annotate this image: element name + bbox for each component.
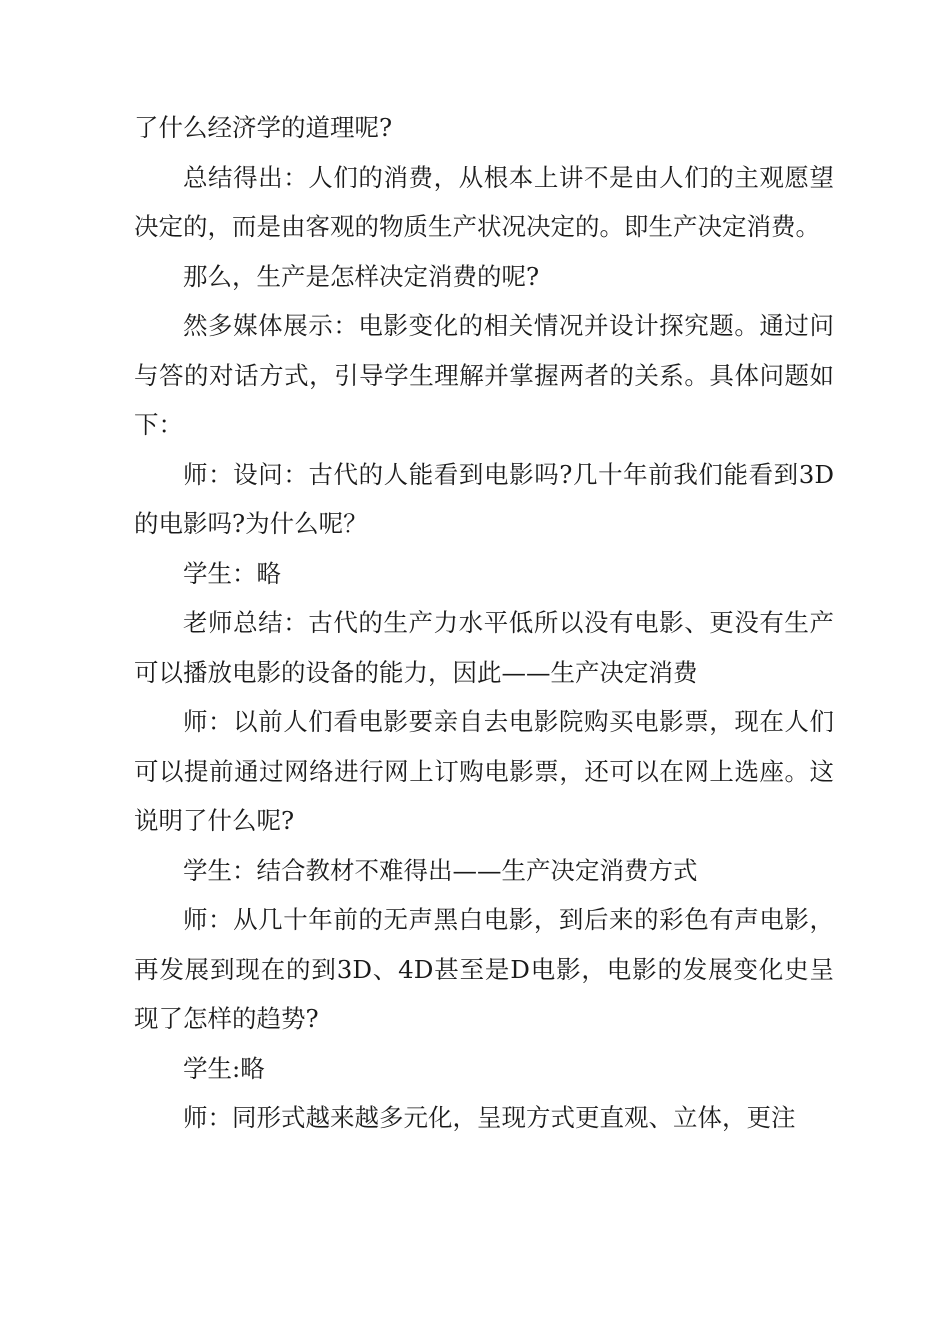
paragraph-12: 师：同形式越来越多元化，呈现方式更直观、立体，更注 bbox=[183, 1103, 796, 1132]
paragraph-2: 总结得出：人们的消费，从根本上讲不是由人们的主观愿望决定的，而是由客观的物质生产状况决定的。即生产决定消费。 bbox=[134, 162, 834, 241]
paragraph-8: 师：以前人们看电影要亲自去电影院购买电影票，现在人们可以提前通过网络进行网上订购电影票，还可以在网上选座。这说明了什么呢? bbox=[134, 707, 834, 835]
paragraph-7: 老师总结：古代的生产力水平低所以没有电影、更没有生产可以播放电影的设备的能力，因此——生产决定消费 bbox=[134, 608, 834, 687]
paragraph-3: 那么，生产是怎样决定消费的呢? bbox=[183, 261, 540, 291]
document-body bbox=[134, 103, 834, 1143]
paragraph-4: 然多媒体展示：电影变化的相关情况并设计探究题。通过问与答的对话方式，引导学生理解并掌握两者的关系。具体问题如下： bbox=[134, 311, 834, 439]
paragraph-10: 师：从几十年前的无声黑白电影，到后来的彩色有声电影，再发展到现在的到3D、4D甚至是D电影，电影的发展变化史呈现了怎样的趋势? bbox=[134, 905, 834, 1033]
paragraph-6: 学生：略 bbox=[183, 558, 281, 588]
paragraph-11: 学生:略 bbox=[183, 1053, 265, 1083]
paragraph-9: 学生：结合教材不难得出——生产决定消费方式 bbox=[183, 855, 698, 885]
paragraph-5: 师：设问：古代的人能看到电影吗?几十年前我们能看到3D的电影吗?为什么呢？ bbox=[134, 459, 834, 538]
paragraph-1: 了什么经济学的道理呢? bbox=[134, 113, 393, 142]
